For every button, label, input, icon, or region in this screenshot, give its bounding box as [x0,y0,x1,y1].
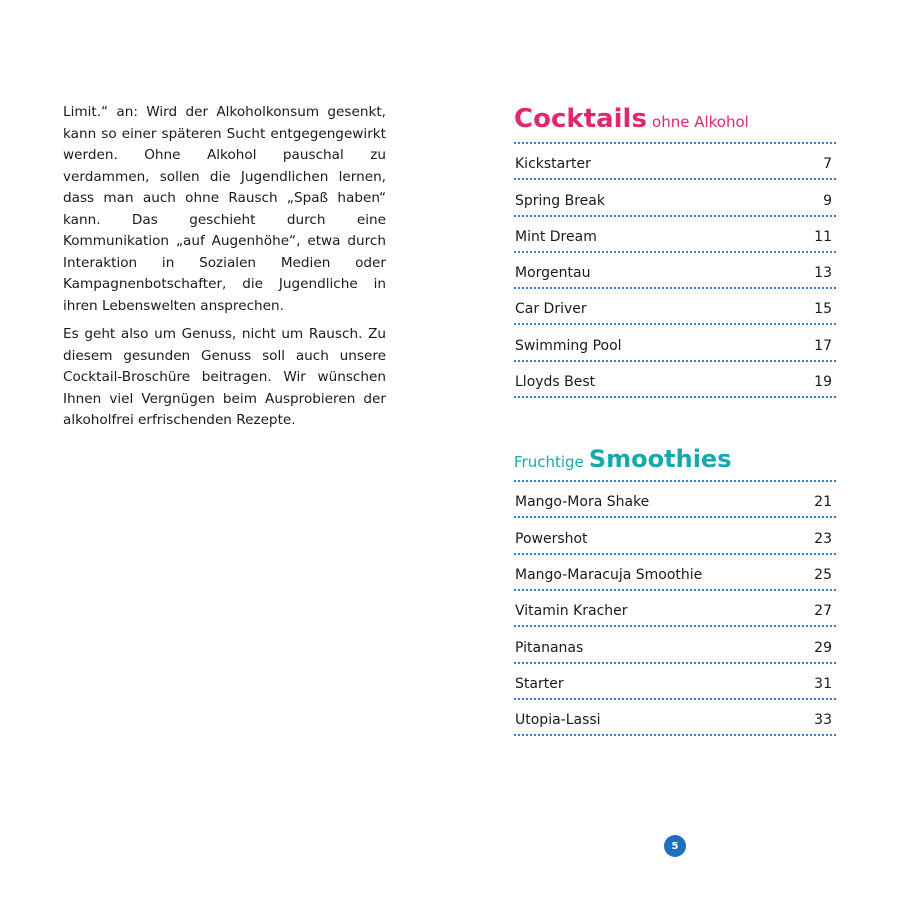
toc-entry-name: Kickstarter [515,156,591,173]
smoothies-heading-prefix: Fruchtige [514,453,584,472]
toc-entry-page: 13 [814,265,832,282]
table-of-contents [514,102,836,736]
toc-entry-page: 9 [823,192,832,209]
smoothies-heading [514,442,836,480]
toc-entry[interactable] [514,627,836,663]
toc-entry-name: Starter [515,675,564,692]
toc-entry-page: 33 [814,712,832,729]
cocktails-heading-subtitle: ohne Alkohol [652,113,749,131]
toc-entry-name: Lloyds Best [515,374,596,391]
toc-entry-name: Mint Dream [515,228,597,245]
cocktails-list [514,142,836,398]
toc-entry-name: Mango-Maracuja Smoothie [515,566,703,583]
smoothies-heading-title: Smoothies [588,445,732,474]
toc-entry-name: Pitananas [515,639,584,656]
toc-entry-name: Utopia-Lassi [515,712,601,729]
smoothies-list [514,480,836,736]
toc-entry[interactable] [514,362,836,398]
intro-paragraph-2: Es geht also um Genuss, nicht um Rausch. Zu diesem gesunden Genuss soll auch unsere Cocktail-Broschüre beitragen. Wir wünschen Ihnen viel Vergnügen beim Ausprobieren der alkoholfrei erfrischenden Rezepte. [63,326,386,428]
toc-entry-page: 15 [814,301,832,318]
toc-entry-page: 19 [814,374,832,391]
toc-entry[interactable] [514,289,836,325]
toc-entry-page: 27 [814,603,832,620]
toc-entry[interactable] [514,144,836,180]
toc-entry-page: 7 [823,156,832,173]
toc-entry[interactable] [514,664,836,700]
toc-entry-page: 17 [814,337,832,354]
toc-entry-name: Powershot [515,530,588,547]
toc-entry-name: Car Driver [515,301,587,318]
toc-entry-page: 25 [814,566,832,583]
toc-entry-name: Vitamin Kracher [515,603,628,620]
toc-entry-page: 29 [814,639,832,656]
cocktails-heading-title: Cocktails [514,104,647,134]
intro-text-column [63,102,386,439]
toc-entry[interactable] [514,591,836,627]
toc-entry-name: Morgentau [515,265,591,282]
toc-entry-name: Spring Break [515,192,605,209]
toc-entry-page: 31 [814,675,832,692]
toc-entry[interactable] [514,482,836,518]
toc-entry-page: 11 [814,228,832,245]
toc-entry-page: 21 [814,494,832,511]
intro-paragraph-1: Limit.“ an: Wird der Alkoholkonsum gesenkt, kann so einer späteren Sucht entgegengewirkt werden. Ohne Alkohol pauschal zu verdammen, sollen die Jugendlichen lernen, dass man auch ohne Rausch „Spaß haben“ kann. Das geschieht durch eine Kommunikation „auf Augenhöhe“, etwa durch Interaktion in Sozialen Medien oder Kampagnenbotschafter, die Jugendliche in ihren Lebenswelten ansprechen. [63,104,386,314]
toc-entry[interactable] [514,217,836,253]
toc-entry[interactable] [514,325,836,361]
toc-entry[interactable] [514,700,836,736]
toc-entry-page: 23 [814,530,832,547]
toc-entry-name: Swimming Pool [515,337,622,354]
cocktails-heading [514,102,836,142]
toc-entry[interactable] [514,253,836,289]
toc-entry[interactable] [514,518,836,554]
page-number-badge: 5 [664,835,686,857]
toc-entry-name: Mango-Mora Shake [515,494,650,511]
toc-entry[interactable] [514,180,836,216]
toc-entry[interactable] [514,555,836,591]
